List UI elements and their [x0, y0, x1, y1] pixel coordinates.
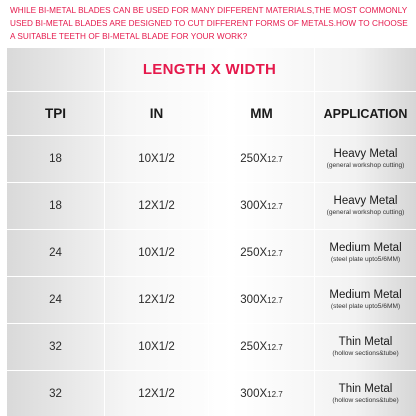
application-note: (steel plate upto5/6MM)	[330, 303, 401, 310]
mm-main: 250X	[240, 247, 268, 259]
table-row	[7, 183, 416, 230]
application-note: (steel plate upto5/6MM)	[330, 256, 401, 263]
table-row	[7, 324, 416, 371]
header-application: APPLICATION	[315, 92, 416, 136]
application-cell	[315, 277, 416, 324]
application-cell	[315, 324, 416, 371]
in-cell: 10X1/2	[105, 136, 209, 183]
in-cell: 12X1/2	[105, 371, 209, 416]
mm-main: 300X	[240, 200, 268, 212]
table-row	[7, 230, 416, 277]
length-width-row	[7, 48, 416, 92]
mm-cell	[209, 183, 315, 230]
mm-cell	[209, 230, 315, 277]
mm-main: 250X	[240, 341, 268, 353]
mm-cell	[209, 277, 315, 324]
mm-cell	[209, 371, 315, 416]
mm-small: 12.7	[267, 343, 283, 352]
empty-cell	[315, 48, 416, 92]
in-cell: 10X1/2	[105, 230, 209, 277]
length-width-title: LENGTH X WIDTH	[105, 48, 315, 92]
mm-cell	[209, 324, 315, 371]
application-main: Medium Metal	[329, 289, 402, 301]
table-row	[7, 277, 416, 324]
blade-spec-table	[6, 47, 416, 416]
header-tpi: TPI	[7, 92, 105, 136]
in-cell: 12X1/2	[105, 183, 209, 230]
application-note: (hollow sections&tube)	[332, 350, 399, 357]
mm-small: 12.7	[267, 249, 283, 258]
tpi-cell: 32	[7, 371, 105, 416]
application-note: (hollow sections&tube)	[332, 397, 399, 404]
in-cell: 12X1/2	[105, 277, 209, 324]
application-main: Heavy Metal	[333, 195, 398, 207]
empty-cell	[7, 48, 105, 92]
mm-main: 300X	[240, 294, 268, 306]
tpi-cell: 32	[7, 324, 105, 371]
header-mm: MM	[209, 92, 315, 136]
application-main: Thin Metal	[338, 336, 393, 348]
application-cell	[315, 136, 416, 183]
mm-small: 12.7	[267, 390, 283, 399]
mm-small: 12.7	[267, 155, 283, 164]
mm-main: 250X	[240, 153, 268, 165]
tpi-cell: 18	[7, 136, 105, 183]
in-cell: 10X1/2	[105, 324, 209, 371]
application-cell	[315, 371, 416, 416]
application-note: (general workshop cutting)	[326, 209, 405, 216]
application-main: Thin Metal	[338, 383, 393, 395]
application-cell	[315, 230, 416, 277]
tpi-cell: 24	[7, 277, 105, 324]
application-main: Medium Metal	[329, 242, 402, 254]
header-in: IN	[105, 92, 209, 136]
intro-text: WHILE BI-METAL BLADES CAN BE USED FOR MANY DIFFERENT MATERIALS,THE MOST COMMONLY USED BI-METAL BLADES ARE DESIGNED TO CUT DIFFERENT FORMS OF METALS.HOW TO CHOOSE A SUITABLE TEETH OF BI-METAL BLADE FOR YOUR WORK?	[10, 6, 408, 41]
application-main: Heavy Metal	[333, 148, 398, 160]
mm-small: 12.7	[267, 202, 283, 211]
table-row	[7, 136, 416, 183]
table-row	[7, 371, 416, 416]
application-note: (general workshop cutting)	[326, 162, 405, 169]
mm-small: 12.7	[267, 296, 283, 305]
mm-main: 300X	[240, 388, 268, 400]
mm-cell	[209, 136, 315, 183]
tpi-cell: 18	[7, 183, 105, 230]
header-row	[7, 92, 416, 136]
tpi-cell: 24	[7, 230, 105, 277]
spec-table-container	[6, 47, 416, 416]
application-cell	[315, 183, 416, 230]
